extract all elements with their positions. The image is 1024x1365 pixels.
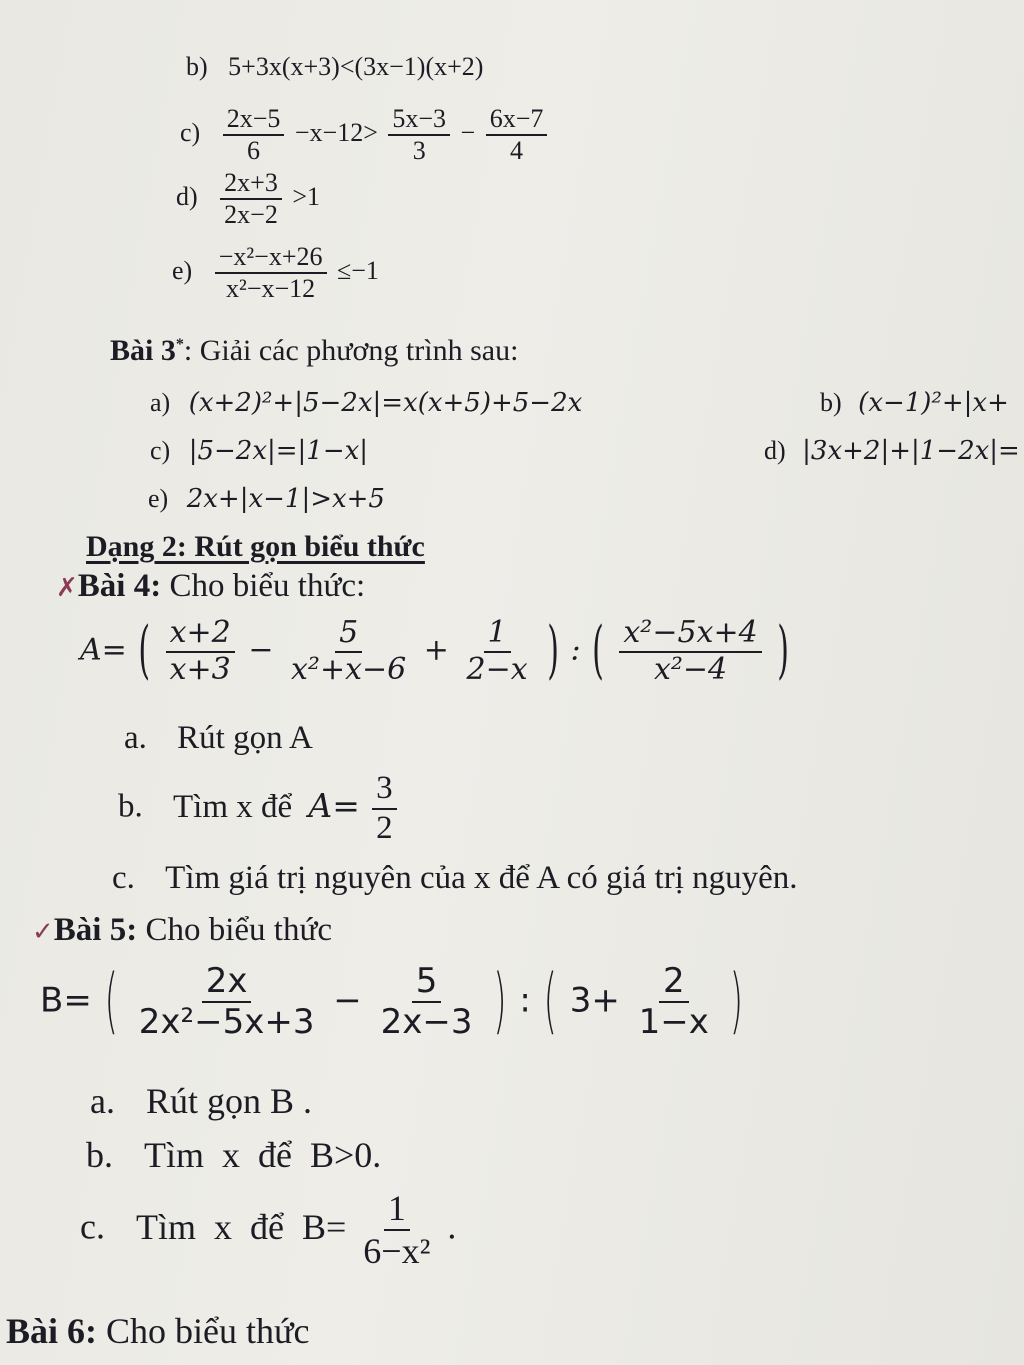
ineq-c-num-3: 6x−7 (486, 104, 548, 136)
A-frac3-den: 2−x (466, 651, 528, 687)
bai3-d-row (764, 436, 1020, 466)
B-three-plus: 3+ (569, 980, 620, 1021)
A-frac2-num: 5 (335, 616, 362, 653)
bai3-a-row (150, 388, 582, 418)
bai5-heading (32, 912, 332, 949)
paren-close: ) (777, 613, 789, 688)
bai3-heading (110, 334, 518, 368)
ineq-e-label: e) (172, 255, 193, 285)
A-frac4-num: x²−5x+4 (619, 616, 761, 653)
bai4-instruction: Cho biểu thức: (161, 568, 366, 604)
bai5-b-row (86, 1134, 381, 1176)
bai5-c-row (80, 1188, 456, 1273)
ineq-d-fraction (220, 168, 282, 230)
paren-open: ( (138, 613, 151, 688)
B-frac2-den: 2x−3 (380, 1002, 473, 1043)
paren-close: ) (547, 613, 559, 688)
bai6-heading (6, 1310, 310, 1352)
ineq-b-label: b) (186, 52, 208, 81)
bai5-c-den: 6−x² (363, 1231, 431, 1272)
ineq-d-num: 2x+3 (220, 168, 282, 200)
bai4-a-text: Rút gọn A (177, 720, 313, 756)
ineq-e-tail: ≤−1 (337, 255, 379, 285)
bai3-instruction: : Giải các phương trình sau: (183, 334, 519, 367)
B-fraction-1 (135, 962, 319, 1042)
bai5-c-num: 1 (384, 1188, 410, 1231)
B-frac1-den: 2x²−5x+3 (138, 1002, 315, 1043)
ineq-c-num-1: 2x−5 (223, 104, 285, 136)
bai3-e-row (148, 484, 385, 514)
B-fraction-3 (635, 962, 713, 1042)
ineq-c-middle: −x−12> (294, 117, 378, 147)
ineq-d-den: 2x−2 (224, 199, 278, 229)
ineq-c-fraction-1 (223, 104, 285, 166)
bai3-b-expression: (x−1)²+|x+ (858, 388, 1009, 418)
A-frac1-num: x+2 (166, 616, 235, 653)
bai3-star: * (175, 336, 184, 353)
bai3-a-expression: (x+2)²+|5−2x|=x(x+5)+5−2x (188, 388, 583, 418)
bai4-b-fraction (372, 770, 397, 848)
paren-open: ( (543, 960, 557, 1045)
bai4-b-lhs: A= (308, 785, 360, 825)
A-frac3-num: 1 (484, 616, 511, 653)
B-frac3-num: 2 (659, 962, 689, 1003)
ineq-c-den-1: 6 (247, 135, 261, 165)
bai3-e-label: e) (148, 484, 169, 513)
bai3-c-label: c) (150, 436, 171, 465)
A-fraction-3 (462, 616, 531, 687)
bai4-expression-A (80, 613, 791, 688)
ineq-d-tail: >1 (292, 181, 321, 211)
bai3-c-row (150, 436, 368, 466)
bai4-a-row (124, 720, 313, 757)
A-fraction-4 (619, 616, 761, 687)
bai5-a-label: a. (90, 1081, 115, 1121)
B-colon: : (519, 980, 531, 1021)
ineq-d-row (176, 168, 320, 230)
B-frac3-den: 1−x (638, 1002, 709, 1043)
ineq-b-expression: 5+3x(x+3)<(3x−1)(x+2) (228, 52, 484, 81)
A-frac2-den: x²+x−6 (291, 651, 407, 687)
bai3-d-expression: |3x+2|+|1−2x|= (802, 436, 1020, 466)
check-mark-icon: ✗ (56, 573, 78, 603)
bai6-title: Bài 6: (6, 1311, 98, 1351)
bai3-d-label: d) (764, 436, 786, 465)
paren-open: ( (104, 960, 118, 1045)
bai5-c-end: . (447, 1206, 457, 1247)
ineq-e-num: −x²−x+26 (215, 242, 327, 274)
ineq-c-den-3: 4 (510, 135, 524, 165)
bai4-c-row (112, 860, 798, 897)
bai5-c-label: c. (80, 1206, 105, 1247)
B-lhs: B= (40, 980, 92, 1021)
bai5-b-text: Tìm x để B>0. (144, 1135, 382, 1175)
bai4-title: Bài 4: (77, 568, 162, 604)
bai3-title: Bài 3 (110, 334, 176, 367)
bai4-heading (56, 568, 365, 605)
bai5-c-text: Tìm x để B= (135, 1206, 347, 1247)
bai5-title: Bài 5: (53, 912, 138, 948)
A-frac4-den: x²−4 (653, 651, 728, 687)
ineq-e-row (172, 242, 379, 304)
ineq-c-minus: − (460, 117, 476, 147)
bai4-b-label: b. (118, 788, 143, 825)
B-frac2-num: 5 (412, 962, 442, 1003)
ineq-e-den: x²−x−12 (226, 273, 316, 303)
bai6-instruction: Cho biểu thức (97, 1311, 310, 1351)
check-mark-icon: ✓ (32, 917, 54, 947)
bai4-c-label: c. (112, 860, 135, 896)
ineq-c-label: c) (180, 117, 201, 147)
bai4-b-row (118, 770, 401, 848)
A-frac1-den: x+3 (169, 651, 231, 687)
paren-close: ) (729, 960, 743, 1045)
bai3-a-label: a) (150, 388, 171, 417)
ineq-c-num-2: 5x−3 (388, 104, 450, 136)
ineq-b-row (186, 52, 483, 82)
bai3-c-expression: |5−2x|=|1−x| (188, 436, 369, 466)
bai3-b-label: b) (820, 388, 842, 417)
bai5-b-label: b. (86, 1135, 113, 1175)
A-fraction-2 (287, 616, 410, 687)
A-lhs: A= (80, 632, 127, 668)
ineq-c-fraction-2 (388, 104, 450, 166)
B-fraction-2 (377, 962, 477, 1042)
ineq-c-fraction-3 (486, 104, 548, 166)
bai4-c-text: Tìm giá trị nguyên của x để A có giá trị nguyên. (165, 860, 798, 896)
A-plus: + (423, 632, 449, 668)
bai5-a-row (90, 1080, 312, 1122)
ineq-c-row (180, 104, 551, 166)
bai3-e-expression: 2x+|x−1|>x+5 (186, 484, 385, 514)
bai5-c-fraction (359, 1188, 434, 1273)
bai4-b-num: 3 (372, 770, 397, 810)
bai4-b-text: Tìm x để (173, 788, 293, 825)
section-heading-dang2: Dạng 2: Rút gọn biểu thức (86, 530, 425, 563)
bai3-b-row (820, 388, 1009, 418)
bai5-instruction: Cho biểu thức (137, 912, 332, 948)
paren-open: ( (592, 613, 604, 688)
ineq-c-den-2: 3 (412, 135, 426, 165)
B-frac1-num: 2x (202, 962, 252, 1003)
A-minus: − (248, 632, 274, 668)
bai5-a-text: Rút gọn B . (145, 1081, 313, 1121)
A-colon: : (570, 632, 581, 668)
B-minus: − (333, 980, 362, 1021)
bai4-a-label: a. (124, 720, 147, 756)
A-fraction-1 (166, 616, 235, 687)
bai4-b-den: 2 (376, 809, 393, 846)
bai5-expression-B (40, 960, 745, 1045)
ineq-d-label: d) (176, 181, 198, 211)
paren-close: ) (493, 960, 507, 1045)
ineq-e-fraction (215, 242, 327, 304)
